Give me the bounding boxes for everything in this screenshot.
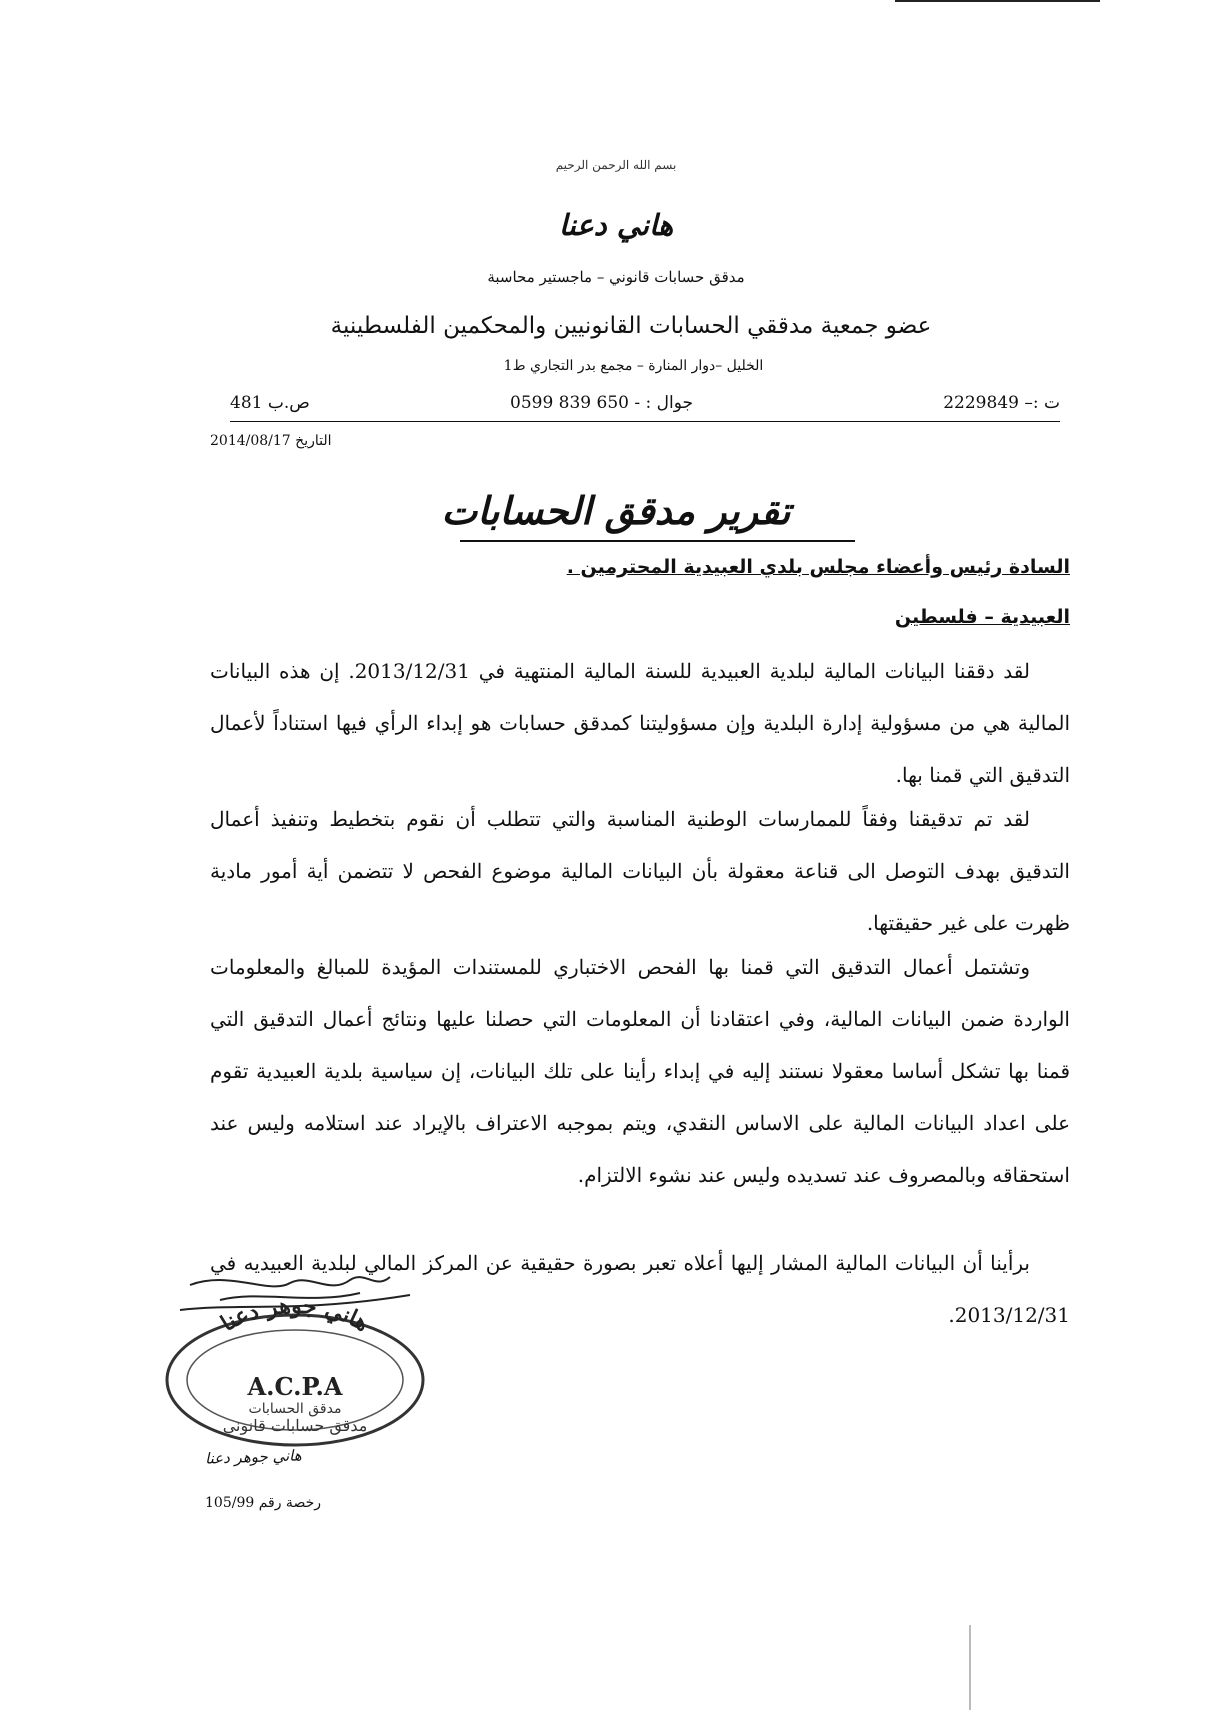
location: العبيدية – فلسطين bbox=[894, 606, 1070, 628]
paragraph-2 bbox=[210, 793, 1070, 949]
paragraph-4-text: برأينا أن البيانات المالية المشار إليها أعلاه تعبر بصورة حقيقية عن المركز المالي لبلدية العبيديه في 2013/12/31. bbox=[210, 1251, 1070, 1327]
basmala: بسم الله الرحمن الرحيم bbox=[555, 158, 677, 172]
stamp-acpa: A.C.P.A bbox=[247, 1372, 343, 1401]
stamp-role-1: مدقق الحسابات bbox=[248, 1401, 342, 1417]
auditor-stamp bbox=[160, 1265, 430, 1450]
letterhead-name: هاني دعنا bbox=[558, 208, 674, 242]
addressee: السادة رئيس وأعضاء مجلس بلدي العبيدية المحترمين . bbox=[566, 556, 1070, 578]
phone-number: ت :– 2229849 bbox=[943, 393, 1060, 413]
scan-edge-line bbox=[895, 0, 1100, 2]
letterhead-address: الخليل –دوار المنارة – مجمع بدر التجاري ط1 bbox=[503, 358, 764, 374]
stamp-name: هاني جوهر دعنا bbox=[216, 1292, 374, 1337]
letterhead-membership: عضو جمعية مدققي الحسابات القانونيين والمحكمين الفلسطينية bbox=[330, 313, 932, 339]
license-number: رخصة رقم 105/99 bbox=[205, 1495, 321, 1511]
paragraph-3 bbox=[210, 941, 1070, 1201]
paragraph-2-text: لقد تم تدقيقنا وفقاً للممارسات الوطنية المناسبة والتي تتطلب أن نقوم بتخطيط وتنفيذ أعمال التدقيق بهدف التوصل الى قناعة معقولة بأن البيانات المالية موضوع الفحص لا تتضمن أية أمور مادية ظهرت على غير حقيقتها. bbox=[210, 807, 1070, 935]
stamp-role-2: مدقق حسابات قانوني bbox=[222, 1416, 368, 1435]
letterhead-subtitle: مدقق حسابات قانوني – ماجستير محاسبة bbox=[487, 268, 745, 286]
letter-date: التاريخ 2014/08/17 bbox=[210, 433, 332, 449]
paragraph-1-text: لقد دققنا البيانات المالية لبلدية العبيدية للسنة المالية المنتهية في 2013/12/31. إن هذه البيانات المالية هي من مسؤولية إدارة البلدية وإن مسؤوليتنا كمدقق حسابات هو إبداء الرأي فيها استناداً لأعمال التدقيق التي قمنا بها. bbox=[210, 659, 1070, 787]
paragraph-1 bbox=[210, 645, 1070, 801]
report-title: تقرير مدقق الحسابات bbox=[441, 488, 791, 533]
scan-edge-line bbox=[969, 1625, 971, 1710]
paragraph-3-text: وتشتمل أعمال التدقيق التي قمنا بها الفحص الاختباري للمستندات المؤيدة للمبالغ والمعلومات الواردة ضمن البيانات المالية، وفي اعتقادنا أن المعلومات التي حصلنا عليها ونتائج أعمال التدقيق التي قمنا بها تشكل أساسا معقولا نستند إليه في إبداء رأينا على تلك البيانات، إن سياسية بلدية العبيدية تقوم على اعداد البيانات المالية على الاساس النقدي، ويتم بموجبه الاعتراف بالإيراد عند استلامه وليس عند استحقاقه وبالمصروف عند تسديده وليس عند نشوء الالتزام. bbox=[210, 955, 1070, 1187]
title-underline bbox=[460, 540, 855, 542]
mobile-number: جوال : - 650 839 0599 bbox=[510, 393, 694, 413]
contact-row bbox=[230, 393, 1060, 422]
po-box: ص.ب 481 bbox=[230, 393, 310, 413]
signatory-name: هاني جوهر دعنا bbox=[204, 1446, 302, 1468]
